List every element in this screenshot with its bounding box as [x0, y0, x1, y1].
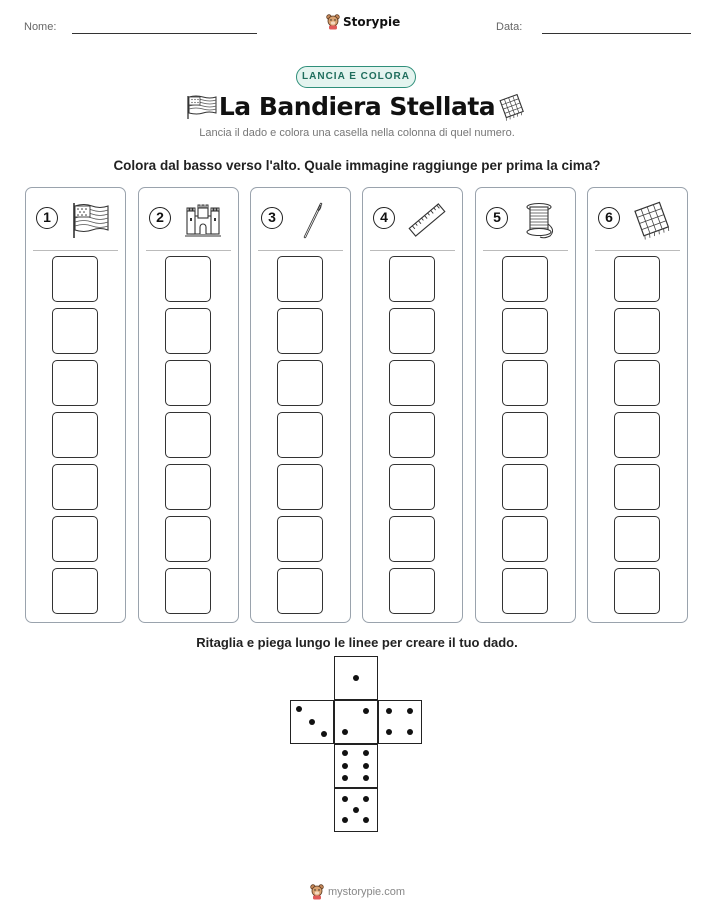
color-box[interactable] [52, 256, 98, 302]
column-number: 5 [486, 207, 508, 229]
die-pip [321, 731, 327, 737]
ruler-icon [407, 200, 447, 240]
column-divider [595, 250, 680, 251]
die-pip [342, 796, 348, 802]
color-box[interactable] [277, 516, 323, 562]
brand-logo [326, 14, 400, 30]
die-face-1 [334, 656, 378, 700]
die-pip [363, 775, 369, 781]
die-pip [386, 729, 392, 735]
castle-icon [183, 200, 223, 240]
footer [310, 884, 405, 900]
die-pip [342, 817, 348, 823]
color-box[interactable] [389, 360, 435, 406]
color-box[interactable] [614, 360, 660, 406]
color-box[interactable] [389, 412, 435, 458]
page-subtitle: Lancia il dado e colora una casella nella colonna di quel numero. [199, 127, 515, 139]
color-box[interactable] [502, 308, 548, 354]
column-4 [362, 187, 463, 623]
die-pip [363, 763, 369, 769]
color-box[interactable] [52, 568, 98, 614]
color-box[interactable] [165, 412, 211, 458]
color-box[interactable] [614, 568, 660, 614]
color-box[interactable] [52, 308, 98, 354]
column-header [139, 188, 238, 250]
column-5 [475, 187, 576, 623]
die-pip [342, 729, 348, 735]
column-divider [370, 250, 455, 251]
die-face-2 [334, 700, 378, 744]
color-box[interactable] [277, 308, 323, 354]
die-pip [342, 763, 348, 769]
die-pip [407, 708, 413, 714]
column-divider [258, 250, 343, 251]
die-pip [353, 675, 359, 681]
column-number: 6 [598, 207, 620, 229]
column-1 [25, 187, 126, 623]
color-box[interactable] [52, 360, 98, 406]
color-box[interactable] [389, 464, 435, 510]
color-box[interactable] [165, 516, 211, 562]
color-box[interactable] [502, 360, 548, 406]
die-pip [342, 775, 348, 781]
color-box[interactable] [277, 568, 323, 614]
die-pip [363, 796, 369, 802]
color-box[interactable] [502, 412, 548, 458]
instruction-text: Colora dal basso verso l'alto. Quale immagine raggiunge per prima la cima? [113, 158, 601, 173]
column-2 [138, 187, 239, 623]
color-box[interactable] [277, 360, 323, 406]
column-divider [33, 250, 118, 251]
color-box[interactable] [614, 464, 660, 510]
die-pip [407, 729, 413, 735]
column-header [251, 188, 350, 250]
die-face-3 [290, 700, 334, 744]
column-divider [483, 250, 568, 251]
thread-spool-icon [520, 200, 560, 240]
die-pip [363, 708, 369, 714]
die-face-6 [334, 744, 378, 788]
die-pip [353, 807, 359, 813]
american-flag-icon [70, 200, 110, 240]
column-header [363, 188, 462, 250]
color-box[interactable] [502, 256, 548, 302]
color-box[interactable] [614, 516, 660, 562]
die-pip [386, 708, 392, 714]
needle-icon [295, 200, 335, 240]
color-box[interactable] [52, 464, 98, 510]
color-box[interactable] [614, 308, 660, 354]
color-box[interactable] [389, 308, 435, 354]
brand-name: Storypie [343, 15, 401, 29]
quilt-icon [497, 93, 527, 121]
color-box[interactable] [389, 568, 435, 614]
die-pip [309, 719, 315, 725]
color-box[interactable] [277, 256, 323, 302]
color-box[interactable] [52, 412, 98, 458]
column-number: 1 [36, 207, 58, 229]
column-header [588, 188, 687, 250]
date-label: Data: [496, 21, 523, 33]
die-face-5 [334, 788, 378, 832]
color-box[interactable] [165, 256, 211, 302]
column-divider [146, 250, 231, 251]
bear-icon [310, 884, 324, 900]
footer-url: mystorypie.com [328, 886, 406, 898]
column-number: 3 [261, 207, 283, 229]
color-box[interactable] [165, 308, 211, 354]
column-3 [250, 187, 351, 623]
column-number: 4 [373, 207, 395, 229]
color-box[interactable] [389, 256, 435, 302]
color-box[interactable] [502, 568, 548, 614]
column-number: 2 [149, 207, 171, 229]
name-line [72, 33, 257, 34]
die-pip [342, 750, 348, 756]
color-box[interactable] [389, 516, 435, 562]
color-box[interactable] [165, 568, 211, 614]
color-box[interactable] [614, 256, 660, 302]
activity-badge: LANCIA E COLORA [296, 66, 416, 88]
color-box[interactable] [165, 464, 211, 510]
color-box[interactable] [614, 412, 660, 458]
column-6 [587, 187, 688, 623]
color-box[interactable] [277, 412, 323, 458]
die-face-4 [378, 700, 422, 744]
column-header [26, 188, 125, 250]
quilt-icon [632, 200, 672, 240]
bear-icon [326, 14, 340, 30]
die-net [290, 656, 424, 834]
name-label: Nome: [24, 21, 57, 33]
color-box[interactable] [277, 464, 323, 510]
die-pip [363, 817, 369, 823]
die-pip [296, 706, 302, 712]
color-box[interactable] [165, 360, 211, 406]
column-header [476, 188, 575, 250]
color-box[interactable] [502, 516, 548, 562]
color-box[interactable] [502, 464, 548, 510]
cut-instruction: Ritaglia e piega lungo le linee per creare il tuo dado. [196, 635, 518, 650]
date-line [542, 33, 691, 34]
color-box[interactable] [52, 516, 98, 562]
die-pip [363, 750, 369, 756]
page-title: La Bandiera Stellata [218, 92, 496, 121]
